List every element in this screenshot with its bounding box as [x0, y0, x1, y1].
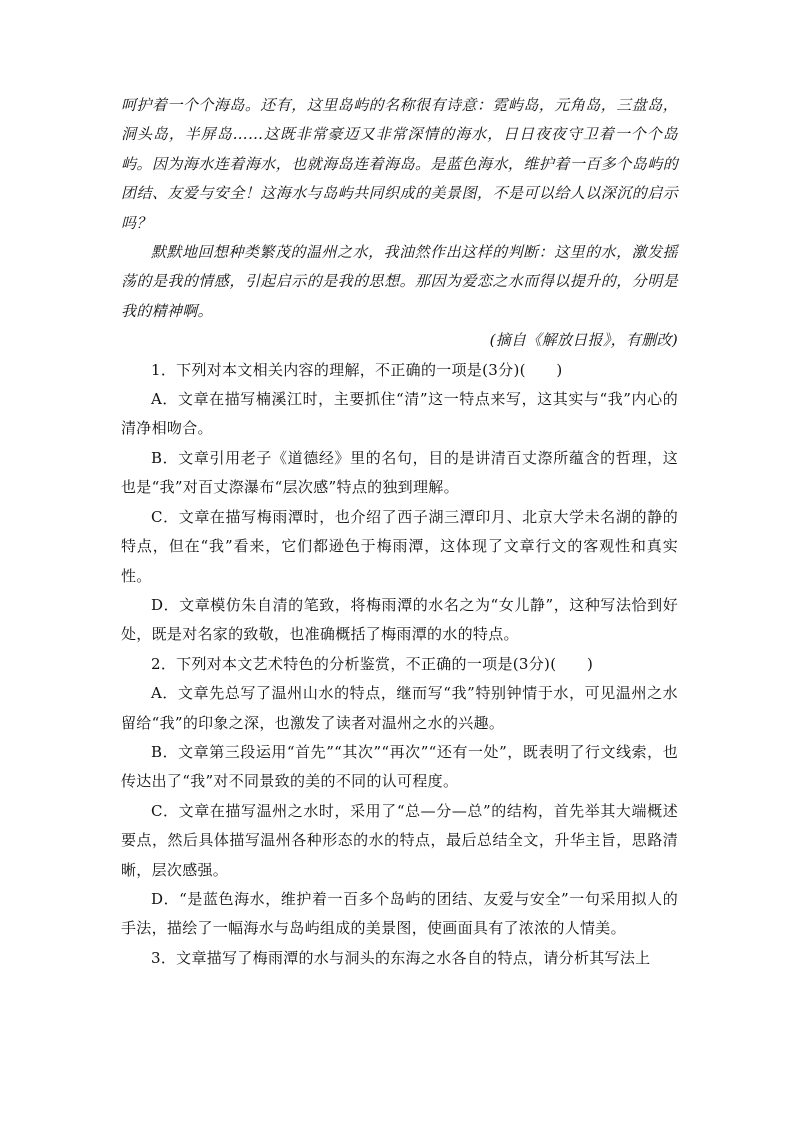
- passage-paragraph-1: 呵护着一个个海岛。还有，这里岛屿的名称很有诗意：霓屿岛，元角岛，三盘岛，洞头岛，半屏岛……这既非常豪迈又非常深情的海水，日日夜夜守卫着一个个岛屿。因为海水连着海水，也就海岛连着海岛。是蓝色海水，维护着一百多个岛屿的团结、友爱与安全！这海水与岛屿共同织成的美景图，不是可以给人以深沉的启示吗？: [121, 96, 678, 232]
- question-2-option-a: A．文章先总写了温州山水的特点，继而写“我”特别钟情于水，可见温州之水留给“我”的印象之深，也激发了读者对温州之水的兴趣。: [121, 684, 678, 732]
- question-2-option-d: D．“是蓝色海水，维护着一百多个岛屿的团结、友爱与安全”一句采用拟人的手法，描绘了一幅海水与岛屿组成的美景图，使画面具有了浓浓的人情美。: [121, 889, 678, 938]
- passage-paragraph-2: 默默地回想种类繁茂的温州之水，我油然作出这样的判断：这里的水，激发摇荡的是我的情感，引起启示的是我的思想。那因为爱恋之水而得以提升的，分明是我的精神啊。: [121, 243, 678, 320]
- question-1-option-c: C．文章在描写梅雨潭时，也介绍了西子湖三潭印月、北京大学未名湖的静的特点，但在“我”看来，它们都逊色于梅雨潭，这体现了文章行文的客观性和真实性。: [121, 507, 678, 585]
- question-1-stem: 1．下列对本文相关内容的理解，不正确的一项是(3分)( ): [151, 360, 563, 379]
- question-3-stem: 3．文章描写了梅雨潭的水与洞头的东海之水各自的特点，请分析其写法上: [151, 948, 651, 967]
- question-2-stem: 2．下列对本文艺术特色的分析鉴赏，不正确的一项是(3分)( ): [151, 654, 594, 673]
- page-content: [121, 91, 678, 973]
- question-1-option-b: B．文章引用老子《道德经》里的名句，目的是讲清百丈漈所蕴含的哲理，这也是“我”对百丈漈瀑布“层次感”特点的独到理解。: [121, 448, 678, 497]
- question-1-option-d: D．文章模仿朱自清的笔致，将梅雨潭的水名之为“女儿静”，这种写法恰到好处，既是对名家的致敬，也准确概括了梅雨潭的水的特点。: [121, 595, 678, 644]
- question-2-option-c: C．文章在描写温州之水时，采用了“总—分—总”的结构，首先举其大端概述要点，然后具体描写温州各种形态的水的特点，最后总结全文，升华主旨，思路清晰，层次感强。: [121, 801, 678, 879]
- question-2-option-b: B．文章第三段运用“首先”“其次”“再次”“还有一处”，既表明了行文线索，也传达出了“我”对不同景致的美的不同的认可程度。: [121, 742, 678, 791]
- passage-source: (摘自《解放日报》，有删改): [489, 331, 678, 350]
- question-1-option-a: A．文章在描写楠溪江时，主要抓住“清”这一特点来写，这其实与“我”内心的清净相吻合。: [121, 390, 678, 438]
